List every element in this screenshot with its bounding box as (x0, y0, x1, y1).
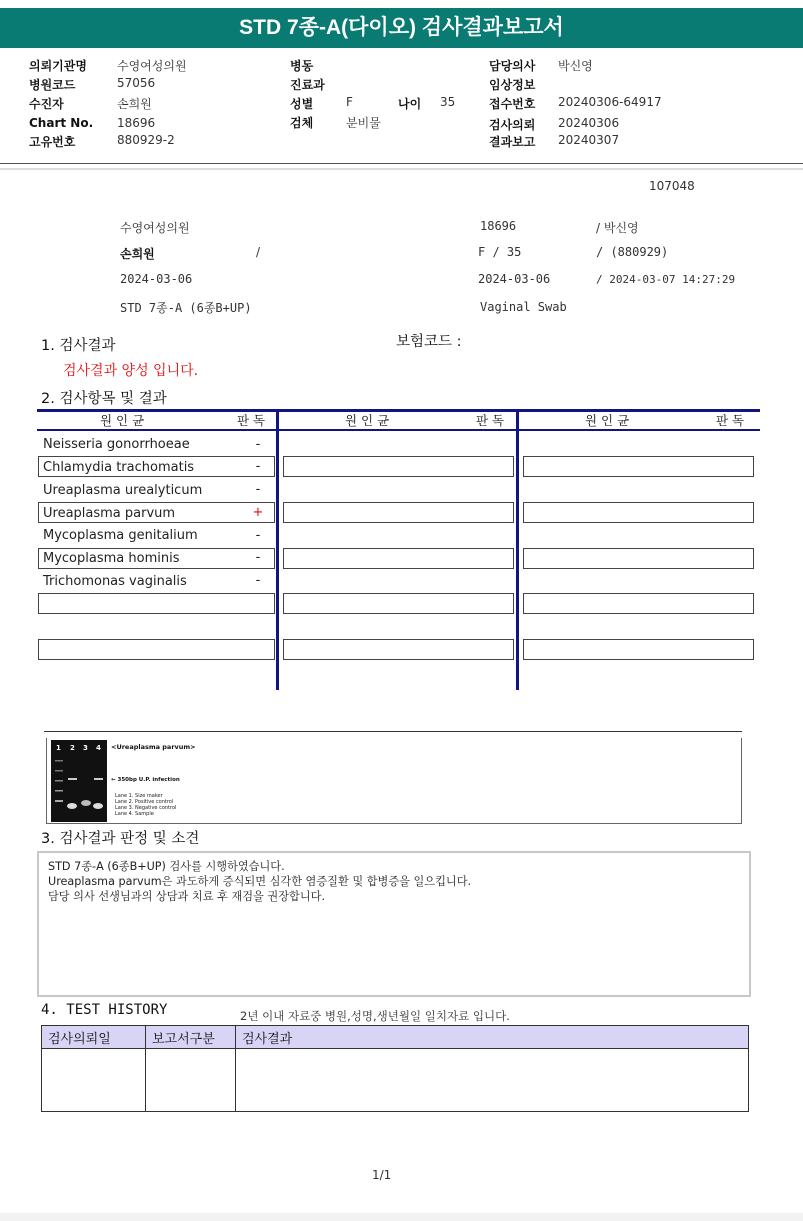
row-box (523, 502, 754, 523)
report-date-value: 20240307 (558, 133, 620, 147)
gel-lane-number: 2 (70, 744, 75, 752)
organism-name: Ureaplasma urealyticum (43, 483, 203, 498)
gel-legend: Lane 4. Sample (115, 811, 154, 817)
gel-lane-number: 4 (96, 744, 101, 752)
info-slash: / (256, 245, 261, 259)
history-cell (236, 1049, 749, 1112)
receipt-no-value: 20240306-64917 (558, 95, 662, 109)
info-test-name: STD 7종-A (6종B+UP) (120, 301, 252, 315)
age-value: 35 (440, 95, 456, 109)
row-box (38, 639, 275, 660)
info-sex-age: F / 35 (478, 245, 522, 259)
specimen-value: 분비물 (346, 116, 381, 130)
gel-band (55, 800, 63, 802)
row-box (283, 548, 514, 569)
section1-title: 1. 검사결과 (41, 338, 116, 354)
row-box (523, 639, 754, 660)
client-value: 수영여성의원 (117, 59, 187, 73)
sex-label: 성별 (290, 97, 314, 111)
sex-value: F (346, 95, 353, 109)
clinical-info-label: 임상정보 (489, 78, 536, 92)
report-title: STD 7종-A(다이오) 검사결과보고서 (0, 8, 803, 48)
gel-legend: Lane 1. Size maker (115, 793, 163, 799)
section2-title: 2. 검사항목 및 결과 (41, 391, 167, 407)
gel-band (94, 778, 103, 780)
col-head-verdict-2: 판 독 (476, 413, 505, 428)
info-patient: 손희원 (120, 247, 155, 261)
organism-verdict-positive: + (252, 505, 264, 520)
gel-band (55, 760, 63, 762)
gel-band (81, 800, 91, 806)
organism-verdict: - (255, 459, 261, 474)
organism-name: Chlamydia trachomatis (43, 460, 195, 475)
section4-title: 4. TEST HISTORY (41, 1002, 168, 1018)
unique-no-label: 고유번호 (29, 135, 76, 149)
gel-title: <Ureaplasma parvum> (111, 743, 196, 751)
col-head-verdict-3: 판 독 (716, 413, 745, 428)
header-divider-shadow (0, 168, 803, 170)
doctor-value: 박신영 (558, 59, 593, 73)
organism-verdict: - (255, 528, 261, 543)
gel-band (67, 803, 77, 809)
gel-band (55, 790, 63, 792)
col-head-organism-2: 원 인 균 (345, 413, 390, 428)
row-box (523, 456, 754, 477)
receipt-no-label: 접수번호 (489, 97, 536, 111)
section3-title: 3. 검사결과 판정 및 소견 (41, 831, 200, 847)
history-col-result: 검사결과 (236, 1026, 749, 1049)
insurance-code-label: 보험코드 : (396, 334, 462, 350)
gel-band (68, 778, 77, 780)
info-chart: 18696 (480, 219, 517, 233)
organism-verdict: - (255, 550, 261, 565)
patient-value: 손희원 (117, 97, 152, 111)
row-box (283, 502, 514, 523)
gel-legend: Lane 2. Positive control (115, 799, 174, 805)
organism-name: Mycoplasma hominis (43, 551, 180, 566)
history-cell (146, 1049, 236, 1112)
gel-band-label: ← 350bp U.P. infection (111, 777, 180, 783)
info-date-receipt: 2024-03-06 (478, 272, 551, 286)
table-col-divider-2 (516, 409, 519, 690)
hospital-code-value: 57056 (117, 76, 156, 90)
gel-band (55, 780, 63, 782)
gel-panel (46, 738, 742, 824)
history-col-request-date: 검사의뢰일 (42, 1026, 146, 1049)
test-history-table (41, 1025, 749, 1112)
chart-no-label: Chart No. (29, 116, 94, 130)
unique-no-value: 880929-2 (117, 133, 175, 147)
col-head-organism-3: 원 인 균 (585, 413, 630, 428)
reference-number: 107048 (649, 179, 695, 193)
age-label: 나이 (398, 97, 422, 111)
organism-verdict: - (255, 482, 261, 497)
overall-result: 검사결과 양성 입니다. (63, 363, 199, 379)
request-date-value: 20240306 (558, 116, 620, 130)
doctor-label: 담당의사 (489, 59, 536, 73)
info-specimen: Vaginal Swab (480, 300, 567, 314)
organism-name: Mycoplasma genitalium (43, 528, 198, 543)
organism-verdict: - (255, 437, 261, 452)
col-head-verdict-1: 판 독 (237, 413, 266, 428)
info-clinic: 수영여성의원 (120, 221, 190, 235)
gel-band (93, 803, 103, 809)
specimen-label: 검체 (290, 116, 314, 130)
organism-name: Trichomonas vaginalis (43, 574, 187, 589)
col-head-organism-1: 원 인 균 (100, 413, 145, 428)
chart-no-value: 18696 (117, 116, 156, 130)
findings-line: STD 7종-A (6종B+UP) 검사를 시행하였습니다. (48, 860, 285, 873)
row-box (38, 593, 275, 614)
row-box (283, 593, 514, 614)
organism-name: Neisseria gonorrhoeae (43, 437, 190, 452)
gel-band (55, 770, 63, 772)
gel-top-line (44, 731, 742, 732)
row-box (283, 639, 514, 660)
info-birth: / (880929) (596, 245, 669, 259)
row-box (283, 456, 514, 477)
info-report-time: / 2024-03-07 14:27:29 (596, 273, 736, 286)
findings-line: Ureaplasma parvum은 과도하게 증식되면 심각한 염증질환 및 합병증을 일으킵니다. (48, 875, 472, 888)
dept-label: 진료과 (290, 78, 325, 92)
table-col-divider-1 (276, 409, 279, 690)
hospital-code-label: 병원코드 (29, 78, 76, 92)
ward-label: 병동 (290, 59, 314, 73)
gel-lane-number: 3 (83, 744, 88, 752)
client-label: 의뢰기관명 (29, 59, 87, 73)
history-cell (42, 1049, 146, 1112)
row-box (523, 548, 754, 569)
report-date-label: 결과보고 (489, 135, 536, 149)
organism-verdict: - (255, 573, 261, 588)
findings-box (37, 851, 751, 997)
history-note: 2년 이내 자료중 병원,성명,생년월일 일치자료 입니다. (240, 1009, 510, 1023)
info-date-request: 2024-03-06 (120, 272, 193, 286)
organism-name-positive: Ureaplasma parvum (43, 506, 176, 521)
row-box (523, 593, 754, 614)
history-col-report-type: 보고서구분 (146, 1026, 236, 1049)
info-doctor: / 박신영 (596, 221, 639, 235)
page-number: 1/1 (372, 1168, 392, 1182)
gel-legend: Lane 3. Negative control (115, 805, 177, 811)
gel-electrophoresis-image (51, 740, 211, 824)
request-date-label: 검사의뢰 (489, 118, 536, 132)
gel-lane-number: 1 (56, 744, 61, 752)
header-divider (0, 163, 803, 164)
history-empty-row (42, 1049, 749, 1112)
table-top-line (37, 409, 760, 412)
table-header-line (37, 429, 760, 431)
patient-label: 수진자 (29, 97, 64, 111)
findings-line: 담당 의사 선생님과의 상담과 치료 후 재검을 권장합니다. (48, 890, 326, 903)
